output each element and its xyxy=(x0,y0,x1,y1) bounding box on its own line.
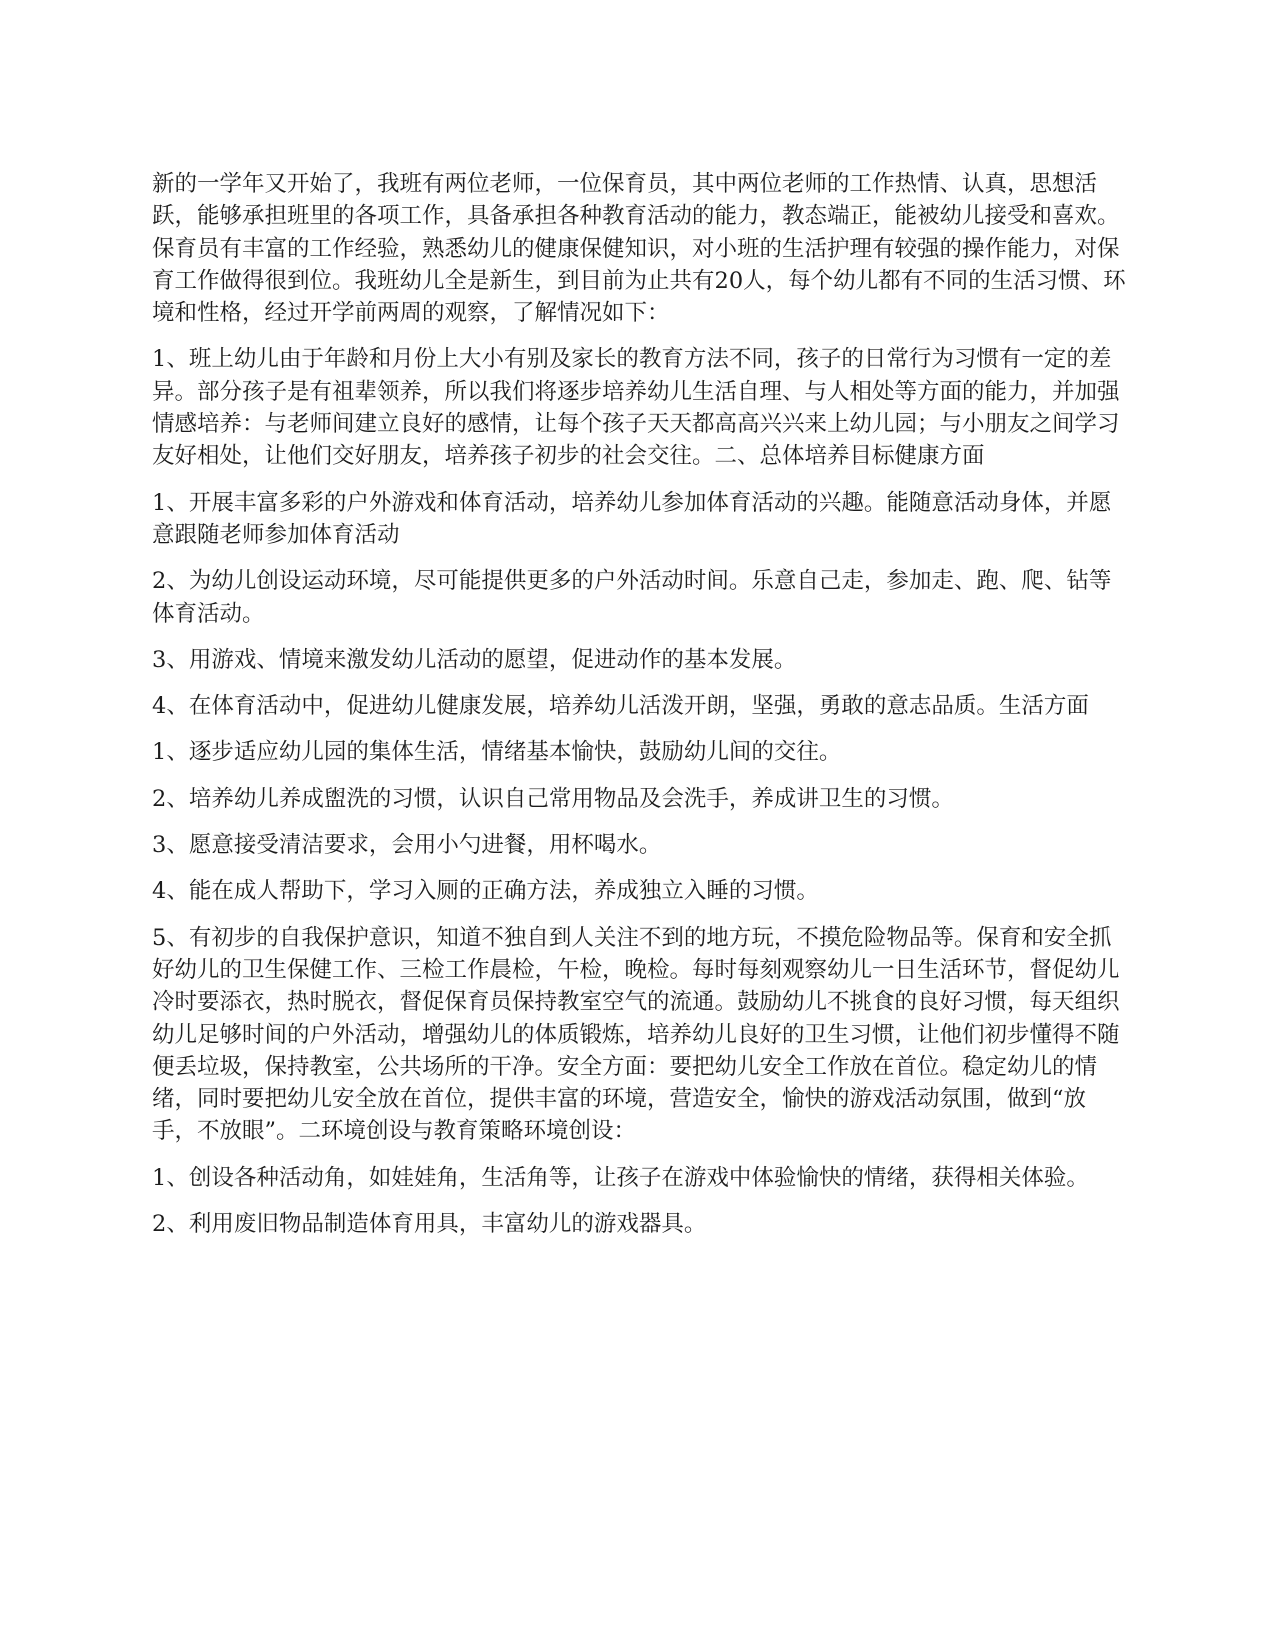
paragraph-environment-2: 2、利用废旧物品制造体育用具，丰富幼儿的游戏器具。 xyxy=(152,1211,707,1238)
paragraph-life-goal-4: 4、能在成人帮助下，学习入厕的正确方法，养成独立入睡的习惯。 xyxy=(152,878,819,905)
intro-paragraph: 新的一学年又开始了，我班有两位老师，一位保育员，其中两位老师的工作热情、认真，思想活跃，能够承担班里的各项工作，具备承担各种教育活动的能力，教态端正，能被幼儿接受和喜欢。保育员有丰富的工作经验，熟悉幼儿的健康保健知识，对小班的生活护理有较强的操作能力，对保育工作做得很到位。我班幼儿全是新生，到目前为止共有20人，每个幼儿都有不同的生活习惯、环境和性格，经过开学前两周的观察，了解情况如下： xyxy=(152,171,1126,327)
paragraph-class-situation: 1、班上幼儿由于年龄和月份上大小有别及家长的教育方法不同，孩子的日常行为习惯有一定的差异。部分孩子是有祖辈领养，所以我们将逐步培养幼儿生活自理、与人相处等方面的能力，并加强情感培养：与老师间建立良好的感情，让每个孩子天天都高高兴兴来上幼儿园；与小朋友之间学习友好相处，让他们交好朋友，培养孩子初步的社会交往。二、总体培养目标健康方面 xyxy=(152,346,1120,470)
document-body xyxy=(152,168,1127,1254)
paragraph-health-goal-3: 3、用游戏、情境来激发幼儿活动的愿望，促进动作的基本发展。 xyxy=(152,646,797,673)
paragraph-life-goal-5-safety: 5、有初步的自我保护意识，知道不独自到人关注不到的地方玩，不摸危险物品等。保育和安全抓好幼儿的卫生保健工作、三检工作晨检，午检，晚检。每时每刻观察幼儿一日生活环节，督促幼儿冷时要添衣，热时脱衣，督促保育员保持教室空气的流通。鼓励幼儿不挑食的良好习惯，每天组织幼儿足够时间的户外活动，增强幼儿的体质锻炼，培养幼儿良好的卫生习惯，让他们初步懂得不随便丢垃圾，保持教室，公共场所的干净。安全方面：要把幼儿安全工作放在首位。稳定幼儿的情绪，同时要把幼儿安全放在首位，提供丰富的环境，营造安全，愉快的游戏活动氛围，做到“放手，不放眼”。二环境创设与教育策略环境创设： xyxy=(152,924,1120,1145)
paragraph-health-goal-2: 2、为幼儿创设运动环境，尽可能提供更多的户外活动时间。乐意自己走，参加走、跑、爬、钻等体育活动。 xyxy=(152,568,1112,627)
paragraph-life-goal-1: 1、逐步适应幼儿园的集体生活，情绪基本愉快，鼓励幼儿间的交往。 xyxy=(152,739,842,766)
paragraph-health-goal-4: 4、在体育活动中，促进幼儿健康发展，培养幼儿活泼开朗，坚强，勇敢的意志品质。生活方面 xyxy=(152,693,1089,720)
paragraph-life-goal-2: 2、培养幼儿养成盥洗的习惯，认识自己常用物品及会洗手，养成讲卫生的习惯。 xyxy=(152,785,954,812)
paragraph-environment-1: 1、创设各种活动角，如娃娃角，生活角等，让孩子在游戏中体验愉快的情绪，获得相关体验。 xyxy=(152,1164,1089,1191)
paragraph-health-goal-1: 1、开展丰富多彩的户外游戏和体育活动，培养幼儿参加体育活动的兴趣。能随意活动身体，并愿意跟随老师参加体育活动 xyxy=(152,489,1112,548)
paragraph-life-goal-3: 3、愿意接受清洁要求，会用小勺进餐，用杯喝水。 xyxy=(152,832,662,859)
